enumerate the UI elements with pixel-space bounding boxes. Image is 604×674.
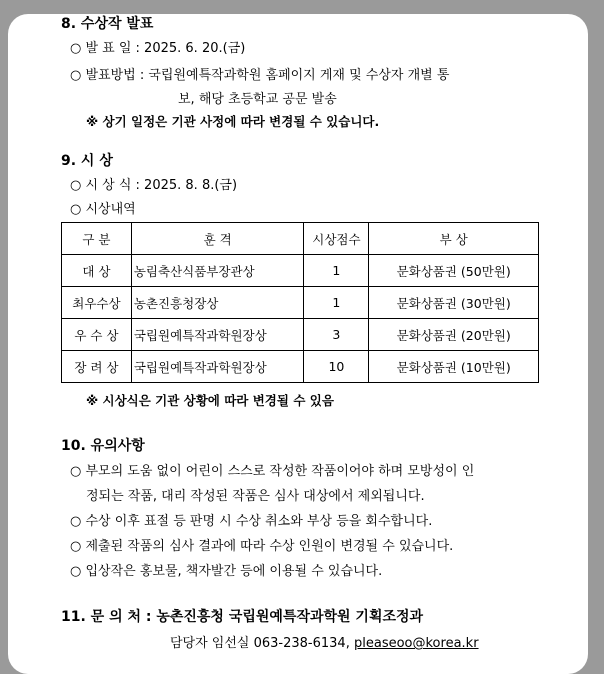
caution-item-1-line2: 정되는 작품, 대리 작성된 작품은 심사 대상에서 제외됩니다. <box>86 489 425 504</box>
ceremony-note: ※ 시상식은 기관 상황에 따라 변경될 수 있음 <box>86 393 334 408</box>
cell-count: 1 <box>304 255 369 287</box>
announcement-method-line1: ○ 발표방법 : 국립원예특작과학원 홈페이지 게재 및 수상자 개별 통 <box>70 68 450 83</box>
award-table <box>61 222 539 383</box>
section-9-title: 9. 시 상 <box>61 153 113 169</box>
cell-category: 장 려 상 <box>62 351 132 383</box>
cell-prize: 문화상품권 (50만원) <box>369 255 539 287</box>
section-8-title: 8. 수상작 발표 <box>61 16 154 32</box>
table-row <box>62 287 539 319</box>
cell-award-title: 국립원예특작과학원장상 <box>131 319 304 351</box>
cell-category: 우 수 상 <box>62 319 132 351</box>
cell-award-title: 국립원예특작과학원장상 <box>131 351 304 383</box>
contact-person: 담당자 임선실 063-238-6134, <box>170 636 354 651</box>
section-10-title: 10. 유의사항 <box>61 438 145 454</box>
table-row <box>62 351 539 383</box>
caution-item-4: ○ 입상작은 홍보물, 책자발간 등에 이용될 수 있습니다. <box>70 564 383 579</box>
header-category: 구 분 <box>62 223 132 255</box>
award-list-label: ○ 시상내역 <box>70 202 136 217</box>
caution-item-1-line1: ○ 부모의 도움 없이 어린이 스스로 작성한 작품이어야 하며 모방성이 인 <box>70 464 475 479</box>
ceremony-date: ○ 시 상 식 : 2025. 8. 8.(금) <box>70 178 238 193</box>
cell-prize: 문화상품권 (20만원) <box>369 319 539 351</box>
schedule-note: ※ 상기 일정은 기관 사정에 따라 변경될 수 있습니다. <box>86 114 380 129</box>
cell-count: 10 <box>304 351 369 383</box>
announcement-method-line2: 보, 해당 초등학교 공문 발송 <box>178 92 337 107</box>
table-header-row <box>62 223 539 255</box>
cell-prize: 문화상품권 (30만원) <box>369 287 539 319</box>
contact-email-link[interactable]: pleaseoo@korea.kr <box>353 636 479 651</box>
cell-category: 최우수상 <box>62 287 132 319</box>
contact-line <box>170 632 479 651</box>
cell-award-title: 농림축산식품부장관상 <box>131 255 304 287</box>
announcement-date: ○ 발 표 일 : 2025. 6. 20.(금) <box>70 41 246 56</box>
caution-item-2: ○ 수상 이후 표절 등 판명 시 수상 취소와 부상 등을 회수합니다. <box>70 514 433 529</box>
caution-item-3: ○ 제출된 작품의 심사 결과에 따라 수상 인원이 변경될 수 있습니다. <box>70 539 454 554</box>
header-award-title: 훈 격 <box>131 223 304 255</box>
cell-award-title: 농촌진흥청장상 <box>131 287 304 319</box>
header-prize: 부 상 <box>369 223 539 255</box>
table-row <box>62 319 539 351</box>
cell-category: 대 상 <box>62 255 132 287</box>
section-11-title: 11. 문 의 처 : 농촌진흥청 국립원예특작과학원 기획조정과 <box>61 609 424 625</box>
cell-prize: 문화상품권 (10만원) <box>369 351 539 383</box>
cell-count: 3 <box>304 319 369 351</box>
cell-count: 1 <box>304 287 369 319</box>
header-count: 시상점수 <box>304 223 369 255</box>
table-row <box>62 255 539 287</box>
